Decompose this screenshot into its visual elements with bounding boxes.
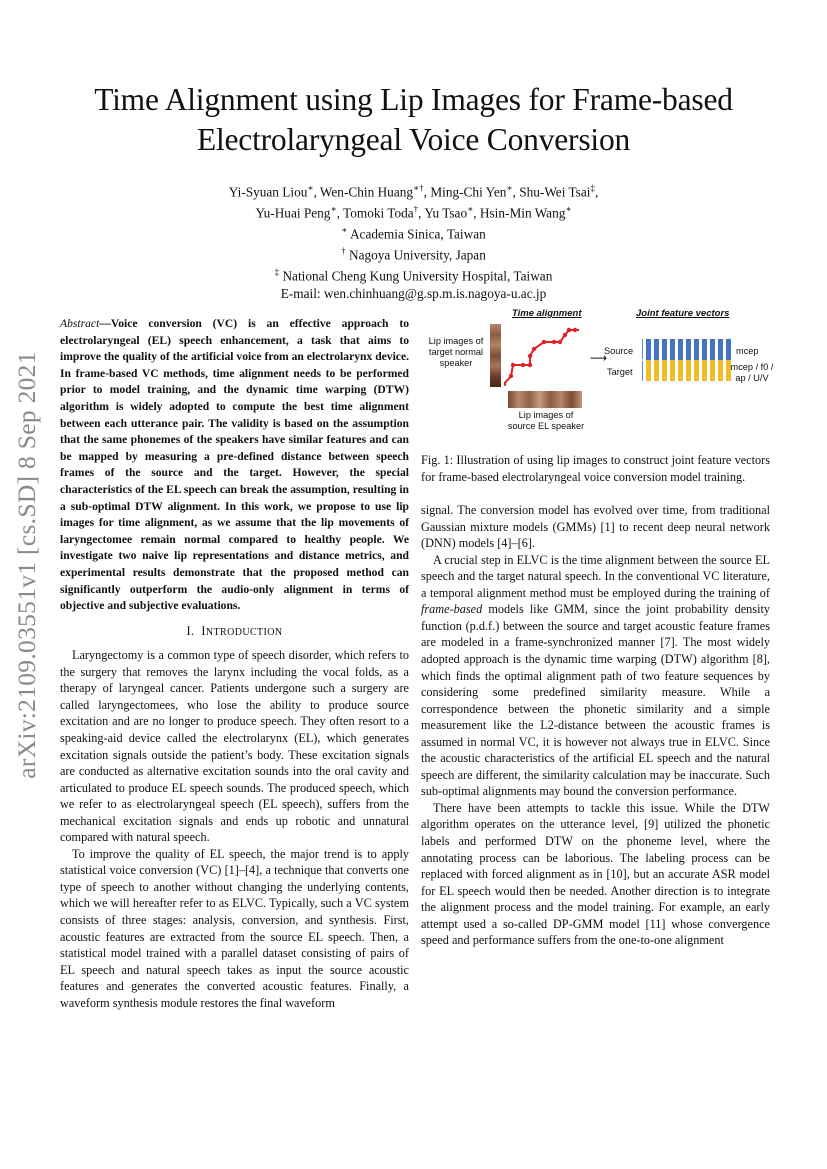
email[interactable]: E-mail: wen.chinhuang@g.sp.m.is.nagoya-u.ac.jp <box>280 285 547 301</box>
affiliation-1 <box>0 222 827 243</box>
section-title-rest: NTRODUCTION <box>205 626 283 638</box>
affiliation-mark: ∗ <box>565 203 572 214</box>
text-run: models like GMM, since the joint probability density function (p.d.f.) between the source and target acoustic feature frames are modeled in a frame-synchronized manner [7]. The most widely adopted approach is the dynamic time warping (DTW) algorithm [8], which finds the optimal alignment path of two feature sequences by considering some predefined similarity measure. While a correspondence between the phonetic similarity and a simple measurement like the L2-distance between the acoustic frames is assumed in normal VC, it is however not always true in ELVC. Since the acoustic characteristics of the artificial EL speech and the natural speech are different, the similarity calculation may be inaccurate. Such sub-optimal alignments may bound the conversion performance. <box>421 602 770 799</box>
paragraph: To improve the quality of EL speech, the major trend is to apply statistical voice conversion (VC) [1]–[4], a technique that converts one type of speech to another without changing the underlying contents, which we will hereafter refer to as ELVC. Typically, such a VC system consists of three stages: analysis, conversion, and synthesis. First, acoustic features are extracted from the source EL speech. Then, a statistical model trained with a parallel dataset consisting of pairs of EL speech and natural speech takes as input the source acoustic features and generates the converted acoustic features. Finally, a waveform synthesis module restores the final waveform <box>60 846 409 1010</box>
paragraph: signal. The conversion model has evolved over time, from traditional Gaussian mixture models (GMMs) [1] to recent deep neural network (DNN) models [4]–[6]. <box>421 503 770 551</box>
author-name: Yu Tsao <box>424 205 468 221</box>
abstract <box>60 316 409 615</box>
title-line-1: Time Alignment using Lip Images for Frame-based <box>94 82 733 117</box>
paragraph: There have been attempts to tackle this issue. While the DTW algorithm operates on the utterance level, [9] utilized the phonetic labels and performed DTW on the phoneme level, where the annotating process can be laborious. The labeling process can be replaced with forced alignment as in [10], but an accurate ASR model for EL speech would then be needed. Another direction is to integrate the alignment process and the model training. For example, an early attempt used a so-called DP-GMM model [11] whose convergence speed and performance suffers from the one-to-one alignment <box>421 800 770 948</box>
emphasis: frame-based <box>421 602 483 617</box>
paragraph <box>421 552 770 800</box>
paragraph: Laryngectomy is a common type of speech disorder, which refers to the surgery that removes the larynx including the vocal folds, as a therapy of laryngeal cancer. Patients undergone such a surgery are called laryngectomees, who lose the ability to produce source excitation and are no longer to produce speech. They often resort to a speaking-aid device called the electrolarynx (EL), which generates excitation signals outside the patient’s body. These excitation signals are conducted as alternative excitation sounds into the oral cavity and articulated to produce EL speech sounds. The produced speech, which we refer to as electrolaryngeal speech (EL speech), suffers from the mechanical excitation signals and ends up robotic and unnatural compared with natural speech. <box>60 648 409 845</box>
arrow-icon: ⟶ <box>590 351 608 365</box>
authors-line-2: Yu-Huai Peng∗, Tomoki Toda†, Yu Tsao∗, Hsin-Min Wang∗ <box>255 203 572 221</box>
authors-line-1: Yi-Syuan Liou∗, Wen-Chin Huang∗†, Ming-Chi Yen∗, Shu-Wei Tsai‡, <box>228 183 599 200</box>
label-target: Target <box>607 367 633 377</box>
label-target-lips: Lip images of target normal speaker <box>428 336 484 368</box>
abstract-text: —Voice conversion (VC) is an effective approach to electrolaryngeal (EL) speech enhancement, a task that aims to improve the quality of the artificial voice from an electrolarynx device. In frame-based VC methods, time alignment needs to be performed prior to model training, and the dynamic time warping (DTW) algorithm is widely adopted to compute the best time alignment between each utterance pair. The validity is based on the assumption that the same phonemes of the speakers have similar features and can be mapped by measuring a pre-defined distance between speech frames of the source and the target. However, the special characteristics of the EL speech can break the assumption, resulting in a sub-optimal DTW alignment. In this work, we propose to use lip images for time alignment, as we assume that the lip movements of laryngectomee remain normal compared to healthy people. We investigate two naive lip representations and distance metrics, and experimental results demonstrate that the proposed method can significantly outperform the audio-only alignment in terms of objective and subjective evaluations. <box>60 317 409 613</box>
section-number: I. <box>186 623 195 638</box>
affiliation-2 <box>0 243 827 264</box>
author-name: Yi-Syuan Liou <box>228 184 308 200</box>
label-source-feature: mcep <box>736 346 759 356</box>
affiliation-mark: † <box>341 245 346 256</box>
figure-1-caption: Fig. 1: Illustration of using lip images to construct joint feature vectors for frame-based electrolaryngeal voice conversion model training. <box>421 453 770 484</box>
right-column <box>421 452 770 949</box>
affiliation-3 <box>0 264 827 285</box>
figure-heading-time-alignment: Time alignment <box>512 308 582 319</box>
affiliation-mark: ∗ <box>506 183 513 193</box>
abstract-label: Abstract <box>60 317 100 330</box>
target-lip-images <box>490 324 501 387</box>
author-name: Tomoki Toda <box>343 205 414 221</box>
affiliation-mark: ∗ <box>467 203 474 214</box>
affiliation-text: Academia Sinica, Taiwan <box>349 226 486 242</box>
dtw-path-plot <box>504 322 579 388</box>
affiliation-text: National Cheng Kung University Hospital, Taiwan <box>282 268 553 284</box>
author-name: Ming-Chi Yen <box>430 184 507 200</box>
affiliation-mark: ∗ <box>341 224 348 235</box>
label-target-feature: mcep / f0 / ap / U/V <box>730 362 774 383</box>
affiliation-mark: ‡ <box>274 266 280 277</box>
label-source-lips: Lip images of source EL speaker <box>507 410 585 431</box>
affiliation-mark: ∗ <box>307 183 314 193</box>
source-lip-images <box>508 391 582 408</box>
label-source: Source <box>604 346 634 356</box>
author-name: Hsin-Min Wang <box>479 205 566 221</box>
author-name: Yu-Huai Peng <box>255 205 331 221</box>
section-title-initial: I <box>201 623 206 638</box>
author-name: Wen-Chin Huang <box>319 184 414 200</box>
text-run: A crucial step in ELVC is the time alignment between the source EL speech and the target natural speech. In the conventional VC literature, a temporal alignment method must be employed during the training of <box>421 552 770 600</box>
title-line-2: Electrolaryngeal Voice Conversion <box>196 122 631 157</box>
affiliation-mark: ‡ <box>590 183 595 193</box>
figure-heading-joint-features: Joint feature vectors <box>636 308 730 319</box>
affiliation-mark: † <box>413 203 419 214</box>
arxiv-stamp: arXiv:2109.03551v1 [cs.SD] 8 Sep 2021 <box>12 351 41 779</box>
figure-1 <box>424 308 774 433</box>
section-heading-introduction <box>60 623 409 642</box>
affiliation-text: Nagoya University, Japan <box>348 247 486 263</box>
affiliation-mark: ∗ <box>330 203 337 214</box>
affiliation-mark: ∗† <box>413 183 424 193</box>
author-block <box>0 180 827 302</box>
author-name: Shu-Wei Tsai <box>519 184 591 200</box>
left-column <box>60 316 409 1011</box>
paper-title <box>0 80 827 160</box>
